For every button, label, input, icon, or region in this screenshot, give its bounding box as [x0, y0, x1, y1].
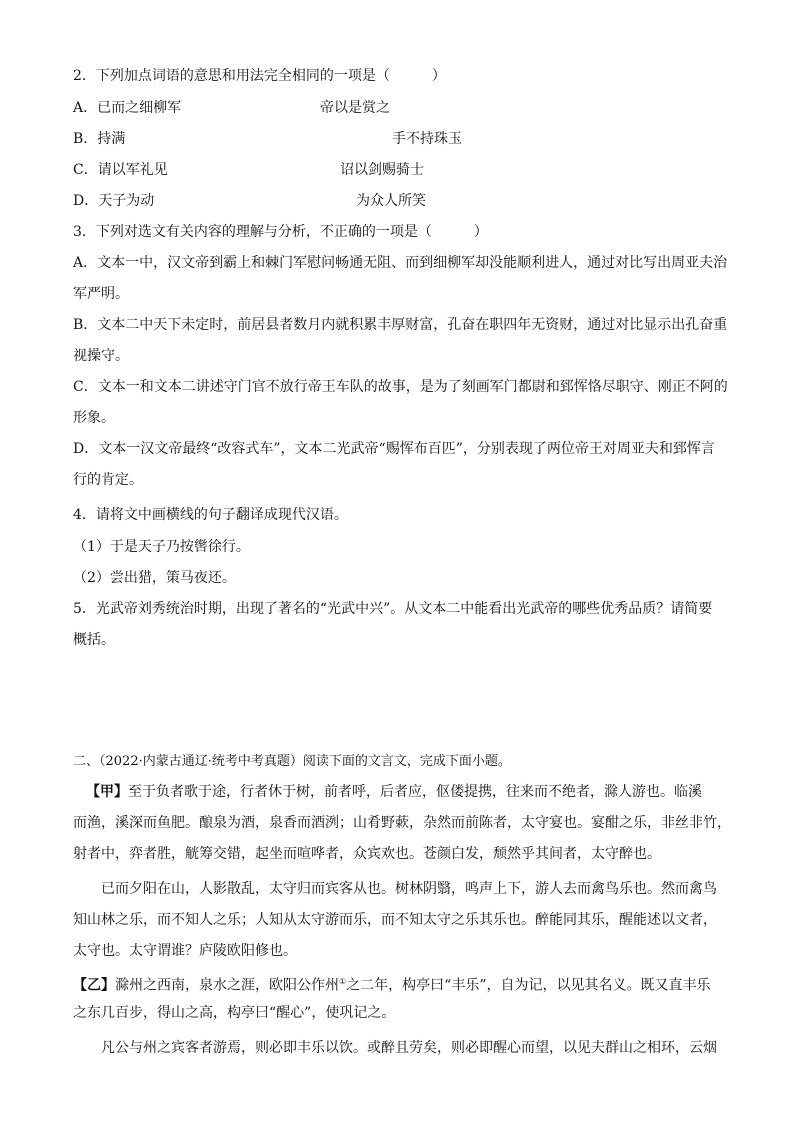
passage-jia-line2: 而渔，溪深而鱼肥。酿泉为酒，泉香而酒洌；山肴野蔌，杂然而前陈者，太守宴也。宴酣之乐，非丝非竹，: [73, 815, 731, 831]
q3-option-a-line1: A．文本一中，汉文帝到霸上和棘门军慰问畅通无阻、而到细柳军却没能顺利进人，通过对比写出周亚夫治: [73, 255, 728, 271]
q2-option-d: [73, 191, 426, 211]
passage-yi-text-a: 滁州之西南，泉水之涯，欧阳公作州: [115, 977, 339, 994]
q5-line1: 5．光武帝刘秀统治时期，出现了著名的“光武中兴”。从文本二中能看出光武帝的哪些优秀品质？请简要: [73, 601, 713, 617]
q3-option-d-line2: 行的肯定。: [73, 472, 143, 488]
passage-yi-text-b: 之二年，构亭曰“丰乐”，自为记，以见其名义。既又直丰乐: [346, 977, 711, 994]
passage-jia-line6: 太守也。太守谓谁？庐陵欧阳修也。: [73, 943, 297, 959]
q3-option-d-line1: D．文本一汉文帝最终“改容式车”，文本二光武帝“赐恽布百匹”，分别表现了两位帝王对周亚夫和郅恽言: [73, 441, 715, 457]
passage-jia-line5: 知山林之乐，而不知人之乐；人知从太守游而乐，而不知太守之乐其乐也。醉能同其乐，醒能述以文者，: [73, 912, 717, 928]
q2-option-b-right: 手不持珠玉: [392, 131, 462, 147]
q4-sentence-1: （1）于是天子乃按辔徐行。: [73, 539, 250, 555]
q3-option-c-line1: C．文本一和文本二讲述守门官不放行帝王车队的故事，是为了刻画军门都尉和郅恽恪尽职守、刚正不阿的: [73, 379, 728, 395]
passage-jia-line4: 已而夕阳在山，人影散乱，太守归而宾客从也。树林阴翳，鸣声上下，游人去而禽鸟乐也。然而禽鸟: [101, 881, 717, 897]
q3-stem: 3．下列对选文有关内容的理解与分析，不正确的一项是（ ）: [73, 224, 488, 240]
q2-option-b-left: B．持满: [73, 131, 126, 147]
q2-option-c-right: 诏以剑赐骑士: [340, 162, 424, 178]
passage-yi-label: 【乙】: [73, 977, 115, 994]
footnote-marker: ①: [339, 977, 347, 986]
passage-yi-line2: 之东几百步，得山之高，构亭曰“醒心”，使巩记之。: [73, 1005, 396, 1021]
passage-yi-line3: 凡公与州之宾客者游焉，则必即丰乐以饮。或醉且劳矣，则必即醒心而望，以见夫群山之相环，云烟: [101, 1040, 717, 1056]
q2-option-a-right: 帝以是赏之: [320, 100, 390, 116]
q2-option-a: [73, 98, 390, 118]
q4-stem: 4．请将文中画横线的句子翻译成现代汉语。: [73, 507, 348, 523]
q3-option-c-line2: 形象。: [73, 410, 115, 426]
section-2-header: 二、（2022·内蒙古通辽·统考中考真题）阅读下面的文言文，完成下面小题。: [73, 754, 511, 769]
q2-option-b: [73, 129, 462, 149]
passage-yi-line1: [73, 972, 711, 996]
q2-option-d-left: D．天子为动: [73, 193, 155, 209]
passage-jia-line3: 射者中，弈者胜，觥筹交错，起坐而喧哗者，众宾欢也。苍颜白发，颓然乎其间者，太守醉也。: [73, 846, 661, 862]
q2-stem: 2．下列加点词语的意思和用法完全相同的一项是（ ）: [73, 68, 446, 84]
q3-option-b-line1: B．文本二中天下未定时，前居县者数月内就积累丰厚财富，孔奋在职四年无资财，通过对比显示出孔奋重: [73, 317, 728, 333]
q4-sentence-2: （2）尝出猎，策马夜还。: [73, 570, 236, 586]
q2-option-a-left: A．已而之细柳军: [73, 100, 182, 116]
q2-option-d-right: 为众人所笑: [356, 193, 426, 209]
q3-option-b-line2: 视操守。: [73, 348, 129, 364]
q2-option-c: [73, 160, 424, 180]
q3-option-a-line2: 军严明。: [73, 286, 129, 302]
passage-jia-label: 【甲】: [86, 784, 128, 800]
passage-jia-text: 至于负者歌于途，行者休于树，前者呼，后者应，伛偻提携，往来而不绝者，滁人游也。临溪: [128, 784, 702, 800]
q5-line2: 概括。: [73, 632, 115, 648]
q2-option-c-left: C．请以军礼见: [73, 162, 168, 178]
passage-jia-line1: [86, 782, 702, 802]
